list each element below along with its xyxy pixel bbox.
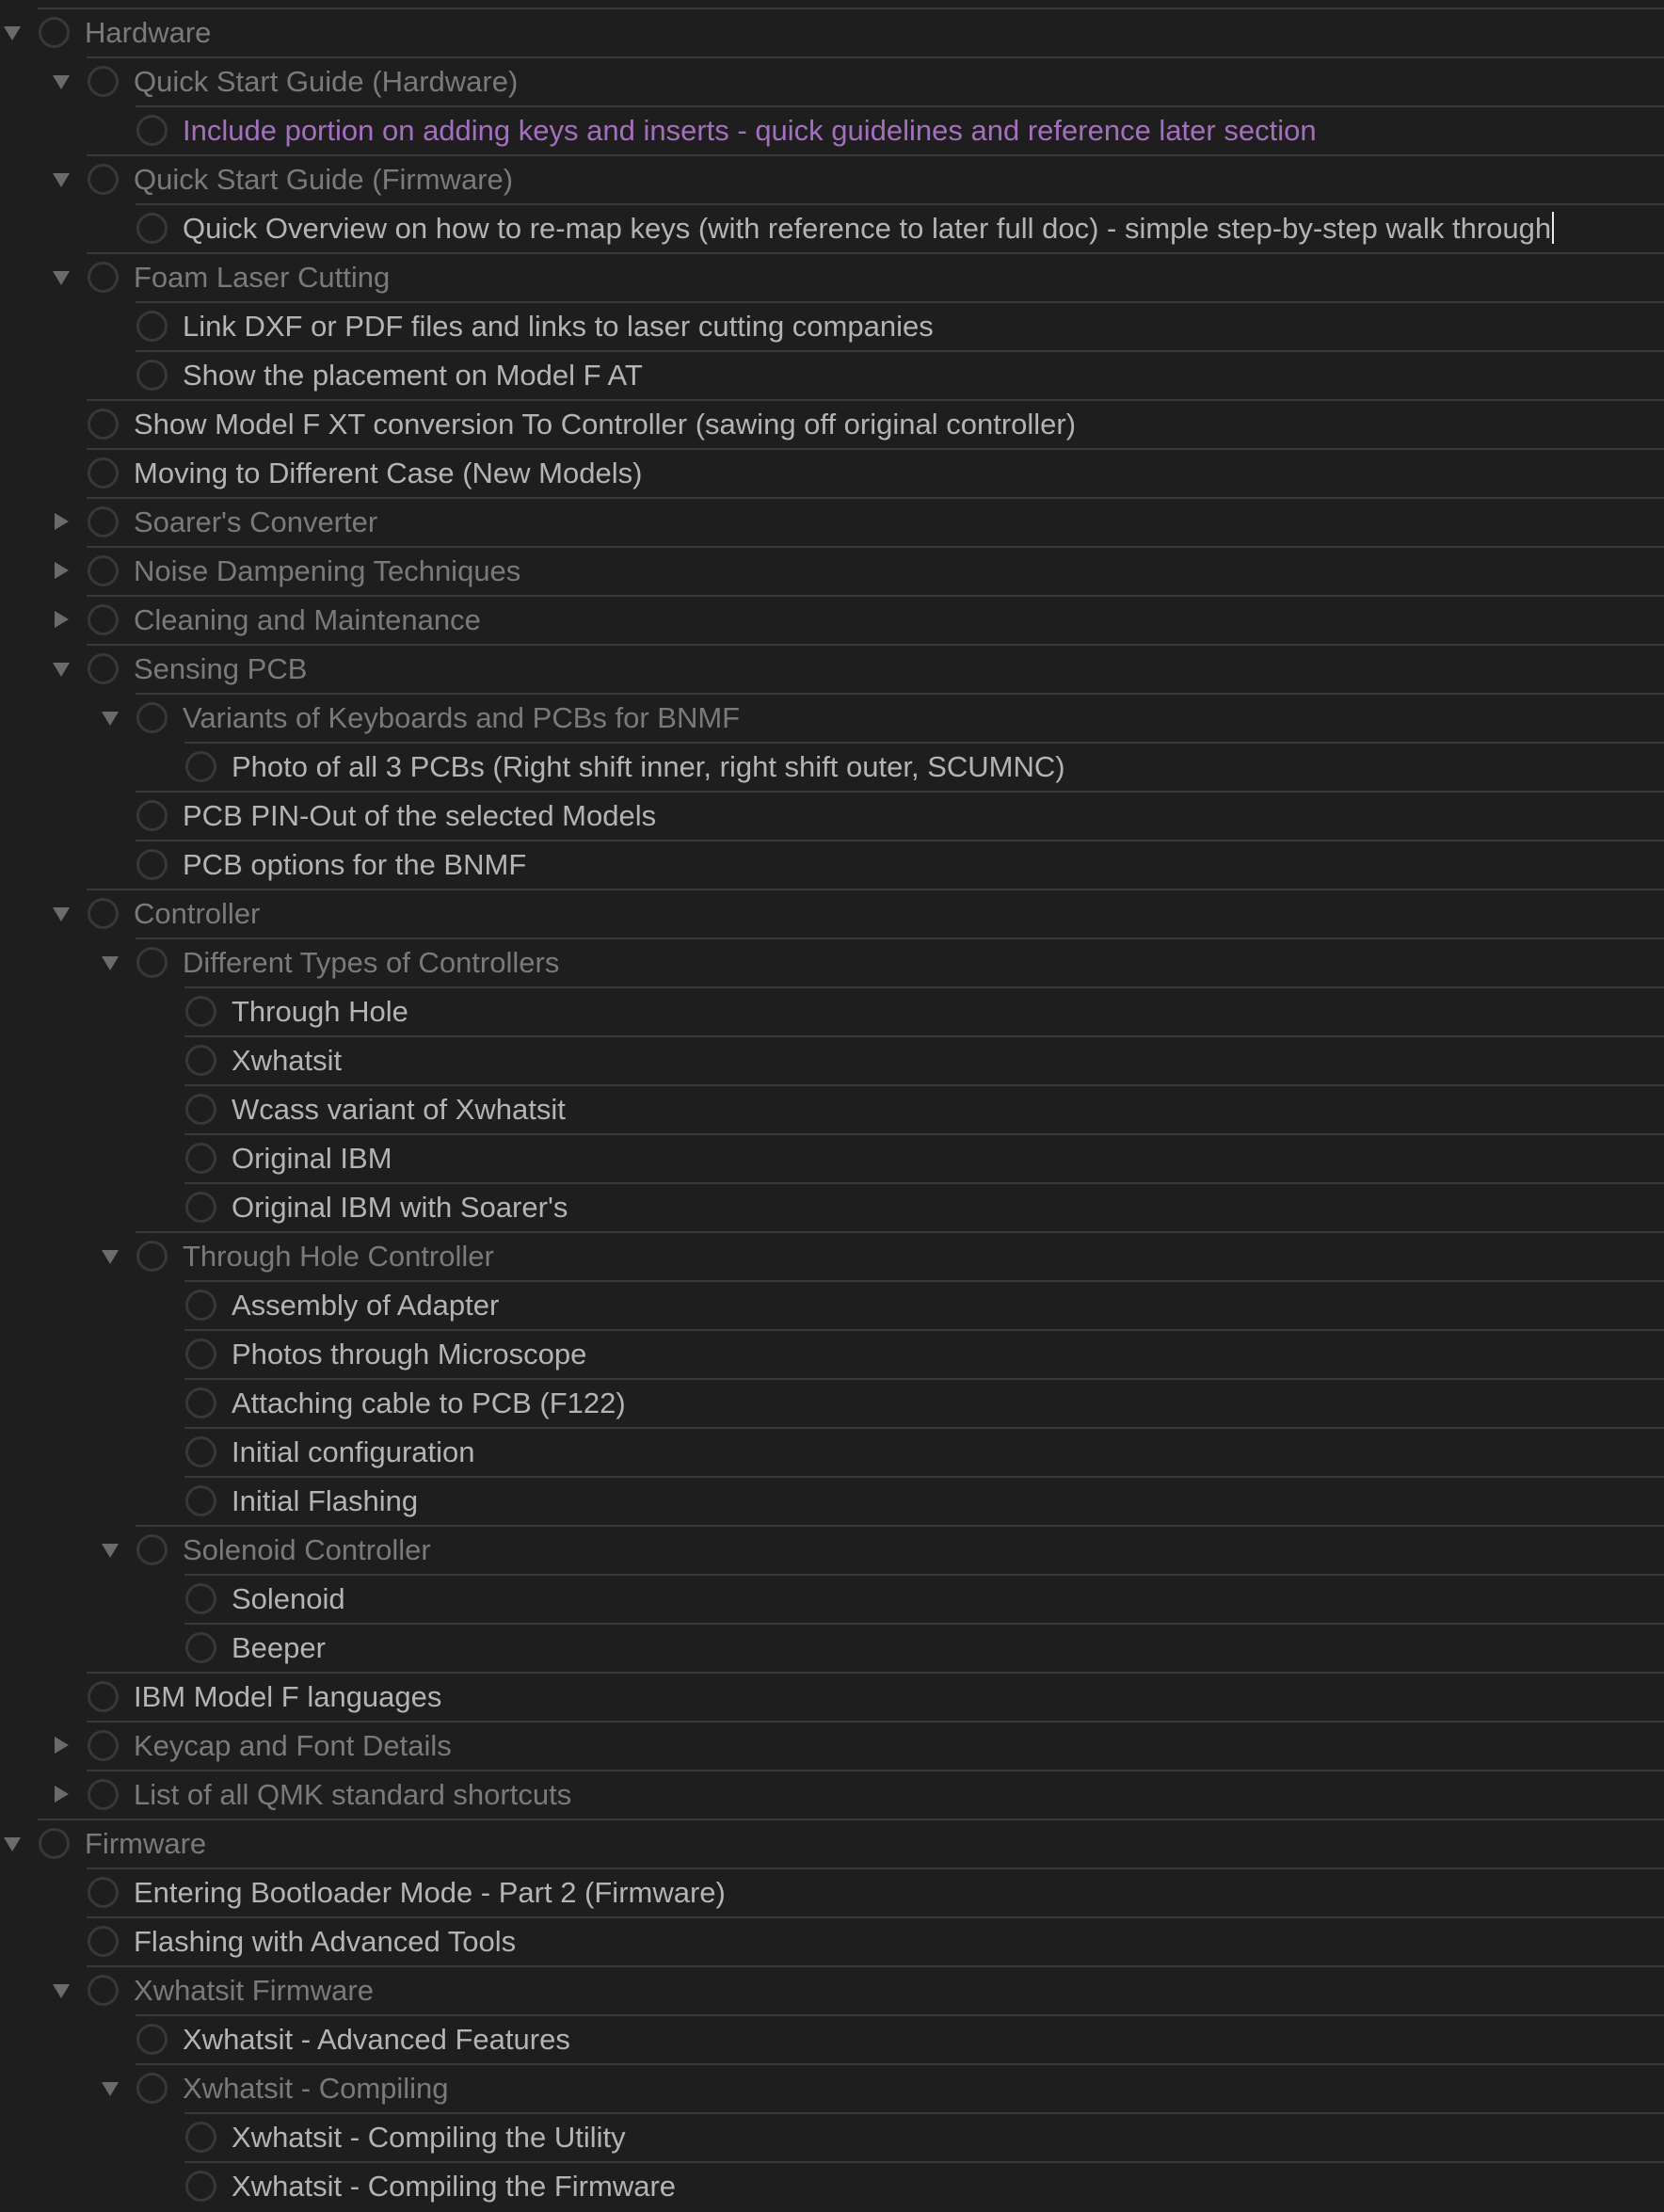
bullet-circle-icon[interactable] <box>88 1926 119 1957</box>
row-label: Xwhatsit - Compiling the Utility <box>232 2121 626 2154</box>
row-label: Link DXF or PDF files and links to laser cutting companies <box>183 310 934 343</box>
bullet-circle-icon[interactable] <box>185 1485 216 1516</box>
row-text[interactable] <box>134 56 518 105</box>
outline-row-4[interactable] <box>0 203 1664 252</box>
outline-row-38[interactable] <box>0 1867 1664 1916</box>
row-label: Through Hole <box>232 995 408 1028</box>
bullet-circle-icon[interactable] <box>136 2073 168 2104</box>
row-label: Initial configuration <box>232 1435 475 1468</box>
row-label: Assembly of Adapter <box>232 1289 500 1322</box>
row-text[interactable] <box>183 350 643 399</box>
row-text[interactable] <box>134 1867 726 1916</box>
outline-row-44[interactable] <box>0 2161 1664 2210</box>
outline-row-18[interactable] <box>0 889 1664 938</box>
outline-row-3[interactable] <box>0 154 1664 203</box>
row-label: Firmware <box>85 1827 207 1860</box>
outline-row-19[interactable] <box>0 938 1664 986</box>
row-text[interactable] <box>183 938 559 986</box>
outline-row-37[interactable] <box>0 1819 1664 1867</box>
bullet-circle-icon[interactable] <box>88 1779 119 1810</box>
row-text[interactable] <box>232 1035 342 1084</box>
outline-row-34[interactable] <box>0 1672 1664 1721</box>
row-label: List of all QMK standard shortcuts <box>134 1778 572 1811</box>
bullet-circle-icon[interactable] <box>136 1241 168 1272</box>
outline-row-0[interactable] <box>0 8 1664 56</box>
outline-row-24[interactable] <box>0 1182 1664 1231</box>
row-text[interactable] <box>183 301 934 350</box>
bullet-circle-icon[interactable] <box>136 947 168 978</box>
bullet-circle-icon[interactable] <box>185 1436 216 1467</box>
text-cursor <box>1552 212 1554 244</box>
row-text[interactable] <box>232 2161 676 2210</box>
bullet-circle-icon[interactable] <box>88 898 119 929</box>
bullet-circle-icon[interactable] <box>185 1632 216 1663</box>
triangle-down-icon[interactable] <box>4 1837 21 1851</box>
outline-row-42[interactable] <box>0 2063 1664 2112</box>
bullet-circle-icon[interactable] <box>185 1045 216 1076</box>
row-separator <box>184 1035 1664 1037</box>
outline-row-43[interactable] <box>0 2112 1664 2161</box>
outline-row-6[interactable] <box>0 301 1664 350</box>
bullet-circle-icon[interactable] <box>185 2171 216 2202</box>
row-label: Quick Overview on how to re-map keys (with reference to later full doc) - simple step-by-step walk through <box>183 212 1552 245</box>
row-text[interactable] <box>134 889 260 938</box>
triangle-down-icon[interactable] <box>53 663 70 677</box>
bullet-circle-icon[interactable] <box>88 506 119 537</box>
outline-row-1[interactable] <box>0 56 1664 105</box>
outline-row-30[interactable] <box>0 1476 1664 1525</box>
outline-row-22[interactable] <box>0 1084 1664 1133</box>
row-text[interactable] <box>232 1329 586 1378</box>
row-label: Different Types of Controllers <box>183 946 560 979</box>
triangle-down-icon[interactable] <box>4 26 21 40</box>
row-text[interactable] <box>183 693 740 742</box>
row-label: Photo of all 3 PCBs (Right shift inner, right shift outer, SCUMNC) <box>232 750 1065 783</box>
bullet-circle-icon[interactable] <box>136 213 168 244</box>
triangle-down-icon[interactable] <box>53 75 70 89</box>
outline-row-32[interactable] <box>0 1574 1664 1623</box>
row-label: Xwhatsit - Advanced Features <box>183 2023 570 2056</box>
bullet-circle-icon[interactable] <box>88 409 119 440</box>
row-text[interactable] <box>85 8 211 56</box>
row-text[interactable] <box>232 986 408 1035</box>
row-text[interactable] <box>134 399 1076 448</box>
row-text[interactable] <box>232 1476 418 1525</box>
row-text[interactable] <box>232 1623 326 1672</box>
row-label: Foam Laser Cutting <box>134 261 391 294</box>
row-text[interactable] <box>183 840 526 889</box>
row-label: Beeper <box>232 1631 326 1664</box>
row-text[interactable] <box>134 595 481 644</box>
row-text[interactable] <box>232 1378 626 1427</box>
row-text[interactable] <box>85 1819 206 1867</box>
row-text[interactable] <box>183 1231 494 1280</box>
row-text[interactable] <box>183 791 656 840</box>
row-text[interactable] <box>134 1770 571 1819</box>
row-label: Variants of Keyboards and PCBs for BNMF <box>183 701 741 734</box>
outline-row-12[interactable] <box>0 595 1664 644</box>
outline-row-21[interactable] <box>0 1035 1664 1084</box>
row-label: IBM Model F languages <box>134 1680 442 1713</box>
triangle-right-icon[interactable] <box>55 513 69 530</box>
bullet-circle-icon[interactable] <box>136 115 168 146</box>
bullet-circle-icon[interactable] <box>136 1534 168 1565</box>
outline-row-41[interactable] <box>0 2014 1664 2063</box>
row-label: Xwhatsit <box>232 1044 343 1077</box>
row-text[interactable] <box>183 2063 449 2112</box>
row-label: Keycap and Font Details <box>134 1729 452 1762</box>
outline-row-5[interactable] <box>0 252 1664 301</box>
row-separator <box>184 1623 1664 1625</box>
bullet-circle-icon[interactable] <box>185 1290 216 1321</box>
row-label: Cleaning and Maintenance <box>134 603 481 636</box>
row-text[interactable] <box>183 2014 570 2063</box>
row-label: Flashing with Advanced Tools <box>134 1925 517 1958</box>
bullet-circle-icon[interactable] <box>88 555 119 586</box>
outline-row-35[interactable] <box>0 1721 1664 1770</box>
bullet-circle-icon[interactable] <box>88 1975 119 2006</box>
row-text[interactable] <box>134 1916 516 1965</box>
row-text[interactable] <box>232 1182 568 1231</box>
triangle-down-icon[interactable] <box>53 1984 70 1998</box>
row-label: Moving to Different Case (New Models) <box>134 457 643 489</box>
row-label: Show the placement on Model F AT <box>183 359 643 392</box>
row-text[interactable] <box>134 252 390 301</box>
row-text[interactable] <box>232 1574 345 1623</box>
outline-row-10[interactable] <box>0 497 1664 546</box>
row-label: Through Hole Controller <box>183 1240 494 1273</box>
bullet-circle-icon[interactable] <box>88 164 119 195</box>
bullet-circle-icon[interactable] <box>39 17 70 48</box>
triangle-down-icon[interactable] <box>102 712 119 726</box>
triangle-right-icon[interactable] <box>55 611 69 628</box>
row-label: Original IBM <box>232 1142 392 1175</box>
row-text[interactable] <box>134 1672 441 1721</box>
row-text[interactable] <box>134 1965 374 2014</box>
outline-row-15[interactable] <box>0 742 1664 791</box>
row-label: Show Model F XT conversion To Controller (sawing off original controller) <box>134 408 1077 441</box>
row-label: Photos through Microscope <box>232 1338 587 1370</box>
row-text[interactable] <box>183 105 1317 154</box>
row-label: Entering Bootloader Mode - Part 2 (Firmware) <box>134 1876 726 1909</box>
row-separator <box>87 889 1664 890</box>
triangle-down-icon[interactable] <box>53 907 70 922</box>
triangle-down-icon[interactable] <box>53 173 70 187</box>
bullet-circle-icon[interactable] <box>136 311 168 342</box>
row-label: PCB options for the BNMF <box>183 848 527 881</box>
row-label: Xwhatsit Firmware <box>134 1974 374 2007</box>
outline-row-29[interactable] <box>0 1427 1664 1476</box>
triangle-right-icon[interactable] <box>55 1786 69 1803</box>
outline-row-9[interactable] <box>0 448 1664 497</box>
triangle-down-icon[interactable] <box>53 271 70 285</box>
row-text[interactable] <box>134 448 642 497</box>
row-text[interactable] <box>134 546 520 595</box>
bullet-circle-icon[interactable] <box>88 1730 119 1761</box>
row-label: Solenoid Controller <box>183 1533 431 1566</box>
row-text[interactable] <box>134 497 377 546</box>
triangle-down-icon[interactable] <box>102 956 119 970</box>
outline-row-20[interactable] <box>0 986 1664 1035</box>
row-label: Include portion on adding keys and inserts - quick guidelines and reference later section <box>183 114 1317 147</box>
row-label: Original IBM with Soarer's <box>232 1191 568 1224</box>
bullet-circle-icon[interactable] <box>185 1192 216 1223</box>
bullet-circle-icon[interactable] <box>185 751 216 782</box>
outline-row-14[interactable] <box>0 693 1664 742</box>
bullet-circle-icon[interactable] <box>88 457 119 489</box>
outline-row-26[interactable] <box>0 1280 1664 1329</box>
outline-row-36[interactable] <box>0 1770 1664 1819</box>
bullet-circle-icon[interactable] <box>88 1681 119 1712</box>
outline-row-31[interactable] <box>0 1525 1664 1574</box>
outline-row-33[interactable] <box>0 1623 1664 1672</box>
row-text[interactable] <box>232 1133 392 1182</box>
bullet-circle-icon[interactable] <box>136 702 168 733</box>
triangle-down-icon[interactable] <box>102 1544 119 1558</box>
row-text[interactable] <box>134 154 513 203</box>
bullet-circle-icon[interactable] <box>185 1338 216 1370</box>
row-separator <box>38 8 1664 9</box>
row-label: Initial Flashing <box>232 1484 419 1517</box>
row-separator <box>184 1133 1664 1135</box>
row-text[interactable] <box>232 742 1065 791</box>
row-text[interactable] <box>183 1525 431 1574</box>
bullet-circle-icon[interactable] <box>185 1143 216 1174</box>
bullet-circle-icon[interactable] <box>88 1877 119 1908</box>
outline-row-2[interactable] <box>0 105 1664 154</box>
row-text[interactable] <box>232 1084 566 1133</box>
bullet-circle-icon[interactable] <box>185 2122 216 2153</box>
row-text[interactable] <box>232 1280 499 1329</box>
bullet-circle-icon[interactable] <box>88 653 119 684</box>
triangle-down-icon[interactable] <box>102 2082 119 2096</box>
outline-row-40[interactable] <box>0 1965 1664 2014</box>
row-label: Quick Start Guide (Firmware) <box>134 163 514 196</box>
outline-row-25[interactable] <box>0 1231 1664 1280</box>
row-text[interactable] <box>232 1427 475 1476</box>
outline-row-28[interactable] <box>0 1378 1664 1427</box>
row-text[interactable] <box>134 644 307 693</box>
row-label: Quick Start Guide (Hardware) <box>134 65 519 98</box>
row-label: Sensing PCB <box>134 652 308 685</box>
bullet-circle-icon[interactable] <box>88 262 119 293</box>
outline-row-8[interactable] <box>0 399 1664 448</box>
bullet-circle-icon[interactable] <box>88 66 119 97</box>
outline-row-27[interactable] <box>0 1329 1664 1378</box>
row-text[interactable] <box>134 1721 452 1770</box>
outline-row-23[interactable] <box>0 1133 1664 1182</box>
bullet-circle-icon[interactable] <box>136 2024 168 2055</box>
outline-row-11[interactable] <box>0 546 1664 595</box>
row-label: Xwhatsit - Compiling the Firmware <box>232 2170 677 2203</box>
bullet-circle-icon[interactable] <box>185 996 216 1027</box>
row-text[interactable] <box>232 2112 626 2161</box>
row-label: Controller <box>134 897 261 930</box>
triangle-down-icon[interactable] <box>102 1250 119 1264</box>
bullet-circle-icon[interactable] <box>185 1094 216 1125</box>
bullet-circle-icon[interactable] <box>136 800 168 831</box>
row-label: Soarer's Converter <box>134 505 378 538</box>
row-separator <box>184 1574 1664 1576</box>
row-label: Attaching cable to PCB (F122) <box>232 1387 626 1419</box>
bullet-circle-icon[interactable] <box>136 360 168 391</box>
outline-row-17[interactable] <box>0 840 1664 889</box>
bullet-circle-icon[interactable] <box>88 604 119 635</box>
bullet-circle-icon[interactable] <box>136 849 168 880</box>
row-separator <box>87 644 1664 646</box>
row-label: Xwhatsit - Compiling <box>183 2072 449 2105</box>
outline-row-16[interactable] <box>0 791 1664 840</box>
row-label: Noise Dampening Techniques <box>134 554 521 587</box>
row-label: Solenoid <box>232 1582 345 1615</box>
bullet-circle-icon[interactable] <box>185 1583 216 1614</box>
row-separator <box>38 1819 1664 1820</box>
row-label: PCB PIN-Out of the selected Models <box>183 799 657 832</box>
outline-row-7[interactable] <box>0 350 1664 399</box>
bullet-circle-icon[interactable] <box>39 1828 70 1859</box>
triangle-right-icon[interactable] <box>55 1737 69 1754</box>
row-label: Wcass variant of Xwhatsit <box>232 1093 566 1126</box>
row-text-editing[interactable] <box>183 203 1554 252</box>
outline-row-39[interactable] <box>0 1916 1664 1965</box>
row-label: Hardware <box>85 16 212 49</box>
triangle-right-icon[interactable] <box>55 562 69 579</box>
outline-row-13[interactable] <box>0 644 1664 693</box>
bullet-circle-icon[interactable] <box>185 1387 216 1419</box>
